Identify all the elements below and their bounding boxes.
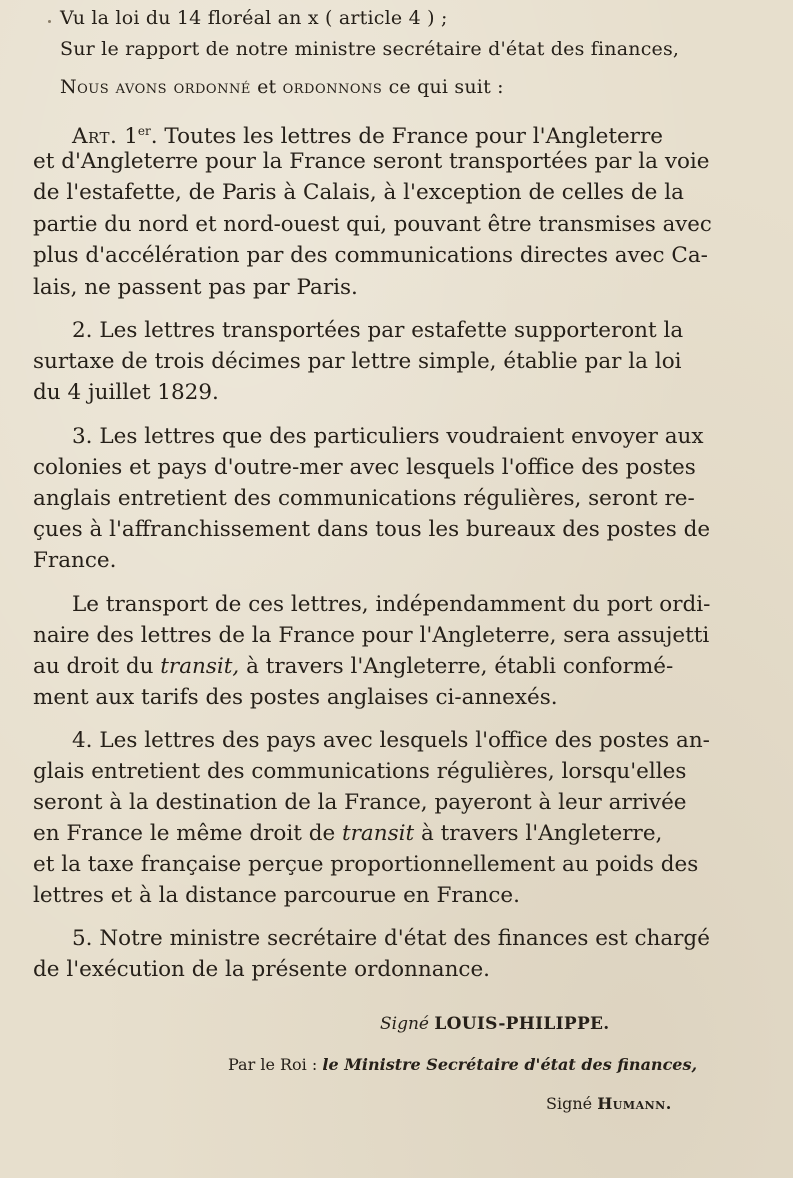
article-1-line-5: plus d'accélération par des communications directes avec Ca-	[33, 243, 708, 268]
article-4-line-5: et la taxe française perçue proportionnellement au poids des	[33, 852, 699, 877]
preamble-line-1: Vu la loi du 14 floréal an x ( article 4 ) ;	[60, 7, 448, 29]
article-3-line-4: çues à l'affranchissement dans tous les bureaux des postes de	[33, 517, 711, 542]
article-4-line-4	[33, 821, 662, 847]
article-1-line-3: de l'estafette, de Paris à Calais, à l'exception de celles de la	[33, 180, 684, 205]
article-3b-text-a: au droit du	[33, 654, 161, 679]
article-3b-line-2: naire des lettres de la France pour l'Angleterre, sera assujetti	[33, 623, 710, 648]
par-le-roi: Par le Roi :	[228, 1055, 318, 1074]
signe-label-2: Signé	[546, 1094, 593, 1113]
article-label: Art.	[72, 124, 118, 150]
article-ordinal: er	[137, 124, 151, 138]
article-2-line-3: du 4 juillet 1829.	[33, 380, 219, 405]
article-1-line-1	[72, 118, 663, 150]
ordering-connector: et	[250, 76, 283, 98]
article-3-line-5: France.	[33, 548, 117, 573]
article-1-line-2: et d'Angleterre pour la France seront transportées par la voie	[33, 149, 710, 174]
article-3-line-2: colonies et pays d'outre-mer avec lesquels l'office des postes	[33, 455, 696, 480]
article-4-line-2: glais entretient des communications régulières, lorsqu'elles	[33, 759, 687, 784]
article-1-line-6: lais, ne passent pas par Paris.	[33, 275, 358, 300]
article-3b-line-3	[33, 654, 673, 680]
article-3b-text-b: à travers l'Angleterre, établi conformé-	[239, 654, 674, 679]
preamble-line-3	[60, 74, 504, 100]
article-4-line-6: lettres et à la distance parcourue en France.	[33, 883, 520, 908]
signe-label: Signé	[380, 1014, 429, 1034]
article-5-line-2: de l'exécution de la présente ordonnance.	[33, 957, 491, 982]
article-4-line-1: 4. Les lettres des pays avec lesquels l'office des postes an-	[72, 728, 710, 753]
article-4-text-b: à travers l'Angleterre,	[414, 821, 663, 846]
king-signature	[380, 1013, 610, 1035]
ordering-formula-2: ordonnons	[282, 76, 383, 98]
minister-signature	[546, 1093, 672, 1115]
ordering-formula: Nous avons ordonné	[60, 76, 251, 98]
minister-name: Humann.	[597, 1094, 672, 1113]
article-3-line-1: 3. Les lettres que des particuliers voudraient envoyer aux	[72, 424, 704, 449]
article-1-line-4: partie du nord et nord-ouest qui, pouvant être transmises avec	[33, 212, 712, 237]
king-name: LOUIS-PHILIPPE.	[434, 1014, 610, 1034]
article-4-text-a: en France le même droit de	[33, 821, 343, 846]
article-3b-line-4: ment aux tarifs des postes anglaises ci-annexés.	[33, 685, 558, 710]
article-4-line-3: seront à la destination de la France, payeront à leur arrivée	[33, 790, 687, 815]
ordering-end: ce qui suit :	[382, 76, 504, 98]
article-2-line-2: surtaxe de trois décimes par lettre simple, établie par la loi	[33, 349, 682, 374]
paper-speck	[48, 20, 51, 23]
preamble-line-2: Sur le rapport de notre ministre secrétaire d'état des finances,	[60, 38, 680, 60]
article-3b-line-1: Le transport de ces lettres, indépendamment du port ordi-	[72, 592, 711, 617]
article-5-line-1: 5. Notre ministre secrétaire d'état des finances est chargé	[72, 926, 710, 951]
article-2-line-1: 2. Les lettres transportées par estafette supporteront la	[72, 318, 684, 343]
transit-term: transit,	[160, 654, 240, 679]
article-number: 1	[117, 124, 138, 150]
transit-term-2: transit	[342, 821, 415, 846]
countersignature-line	[228, 1054, 697, 1076]
article-3-line-3: anglais entretient des communications régulières, seront re-	[33, 486, 695, 511]
minister-title: le Ministre Secrétaire d'état des finances,	[322, 1055, 698, 1074]
article-1-text: . Toutes les lettres de France pour l'Angleterre	[150, 124, 663, 150]
